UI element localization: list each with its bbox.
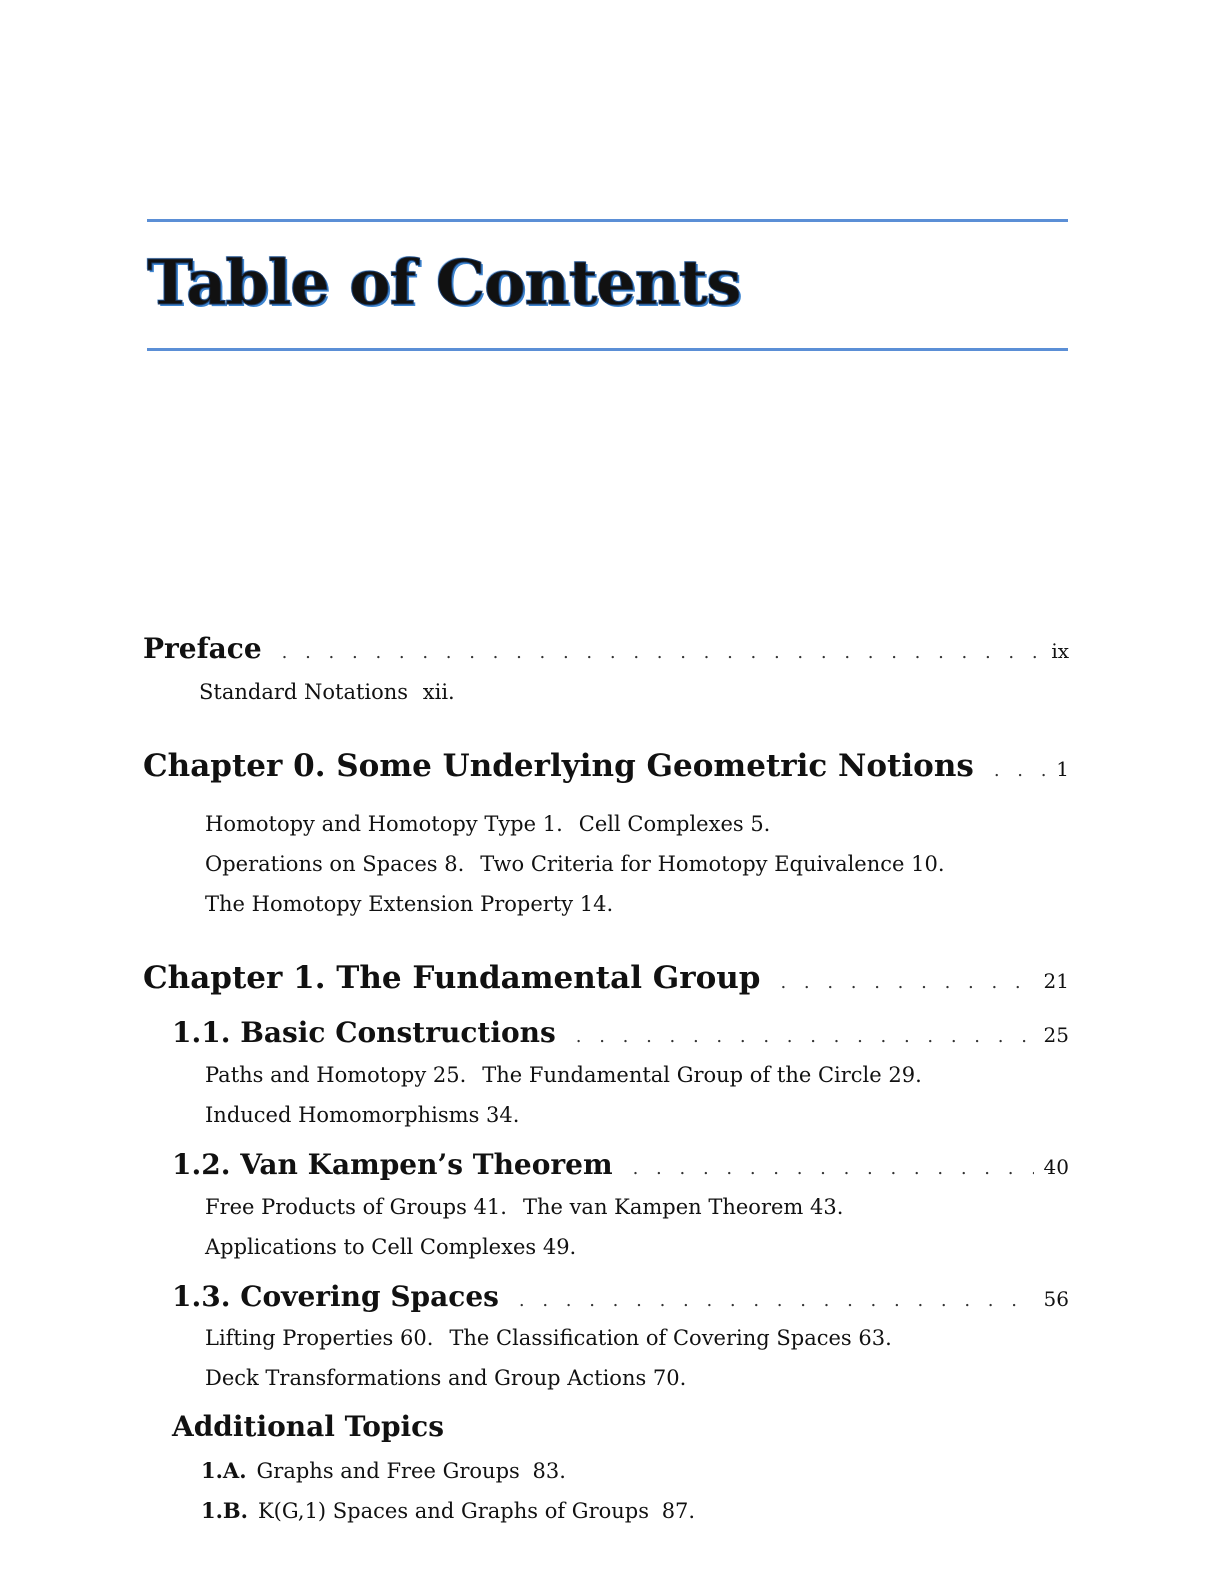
dot-leader (576, 1026, 1034, 1047)
toc-entry-chapter-0[interactable] (143, 748, 1069, 784)
topic-title: K(G,1) Spaces and Graphs of Groups (257, 1499, 649, 1523)
subtopic[interactable]: Lifting Properties 60. (205, 1326, 434, 1350)
subtopic[interactable]: Deck Transformations and Group Actions 70. (205, 1366, 687, 1390)
subtopic-page: xii. (422, 680, 455, 704)
toc-subline (205, 1326, 892, 1350)
toc-subline (205, 1063, 922, 1087)
subtopic[interactable]: Homotopy and Homotopy Type 1. (205, 812, 563, 836)
page-number: 40 (1043, 1155, 1069, 1179)
subtopic[interactable]: The Classification of Covering Spaces 63. (449, 1326, 892, 1350)
entry-label: Chapter 1. The Fundamental Group (143, 960, 761, 996)
topic-page: 83. (532, 1459, 566, 1483)
subtopic[interactable]: Standard Notations (199, 680, 409, 704)
additional-topics-heading: Additional Topics (172, 1410, 444, 1443)
subtopic[interactable]: Applications to Cell Complexes 49. (205, 1235, 577, 1259)
topic-code: 1.B. (201, 1498, 248, 1523)
page-number: 56 (1043, 1287, 1069, 1311)
toc-subline (205, 1235, 576, 1259)
dot-leader (282, 642, 1042, 663)
toc-subline (205, 892, 613, 916)
additional-topic-1b[interactable] (201, 1498, 695, 1523)
subtopic[interactable]: Free Products of Groups 41. (205, 1195, 507, 1219)
subtopic[interactable]: Cell Complexes 5. (578, 812, 771, 836)
subtopic[interactable]: Two Criteria for Homotopy Equivalence 10. (480, 852, 945, 876)
subtopic[interactable]: Operations on Spaces 8. (205, 852, 465, 876)
dot-leader (780, 972, 1033, 993)
entry-label: Chapter 0. Some Underlying Geometric Notions (143, 748, 974, 784)
toc-subline (199, 680, 455, 704)
entry-label: 1.1. Basic Constructions (172, 1016, 556, 1049)
dot-leader (519, 1290, 1034, 1311)
page-number: ix (1051, 639, 1069, 663)
toc-subline (205, 852, 945, 876)
page-number: 25 (1043, 1023, 1069, 1047)
toc-entry-chapter-1[interactable] (143, 960, 1069, 996)
toc-subline (205, 1195, 843, 1219)
toc-entry-section-1-1[interactable] (172, 1016, 1069, 1049)
subtopic[interactable]: The van Kampen Theorem 43. (522, 1195, 844, 1219)
page-number: 1 (1056, 757, 1069, 781)
toc-entry-preface[interactable] (143, 632, 1069, 665)
subtopic[interactable]: Paths and Homotopy 25. (205, 1063, 467, 1087)
dot-leader (633, 1158, 1034, 1179)
toc-subline (205, 1103, 519, 1127)
topic-code: 1.A. (201, 1458, 247, 1483)
page-number: 21 (1043, 969, 1069, 993)
page-title: Table of Contents (147, 246, 741, 319)
additional-topic-1a[interactable] (201, 1458, 566, 1483)
toc-entry-section-1-2[interactable] (172, 1148, 1069, 1181)
toc-subline (205, 1366, 686, 1390)
toc-subline (205, 812, 770, 836)
entry-label: 1.3. Covering Spaces (172, 1280, 499, 1313)
title-rule-top (147, 219, 1068, 222)
topic-page: 87. (661, 1499, 696, 1523)
subtopic[interactable]: The Homotopy Extension Property 14. (205, 892, 614, 916)
subtopic[interactable]: Induced Homomorphisms 34. (205, 1103, 520, 1127)
entry-label: Preface (143, 632, 262, 665)
topic-title: Graphs and Free Groups (256, 1459, 520, 1483)
toc-entry-section-1-3[interactable] (172, 1280, 1069, 1313)
dot-leader (994, 760, 1046, 781)
entry-label: 1.2. Van Kampen’s Theorem (172, 1148, 613, 1181)
subtopic[interactable]: The Fundamental Group of the Circle 29. (482, 1063, 922, 1087)
title-rule-bottom (147, 348, 1068, 351)
